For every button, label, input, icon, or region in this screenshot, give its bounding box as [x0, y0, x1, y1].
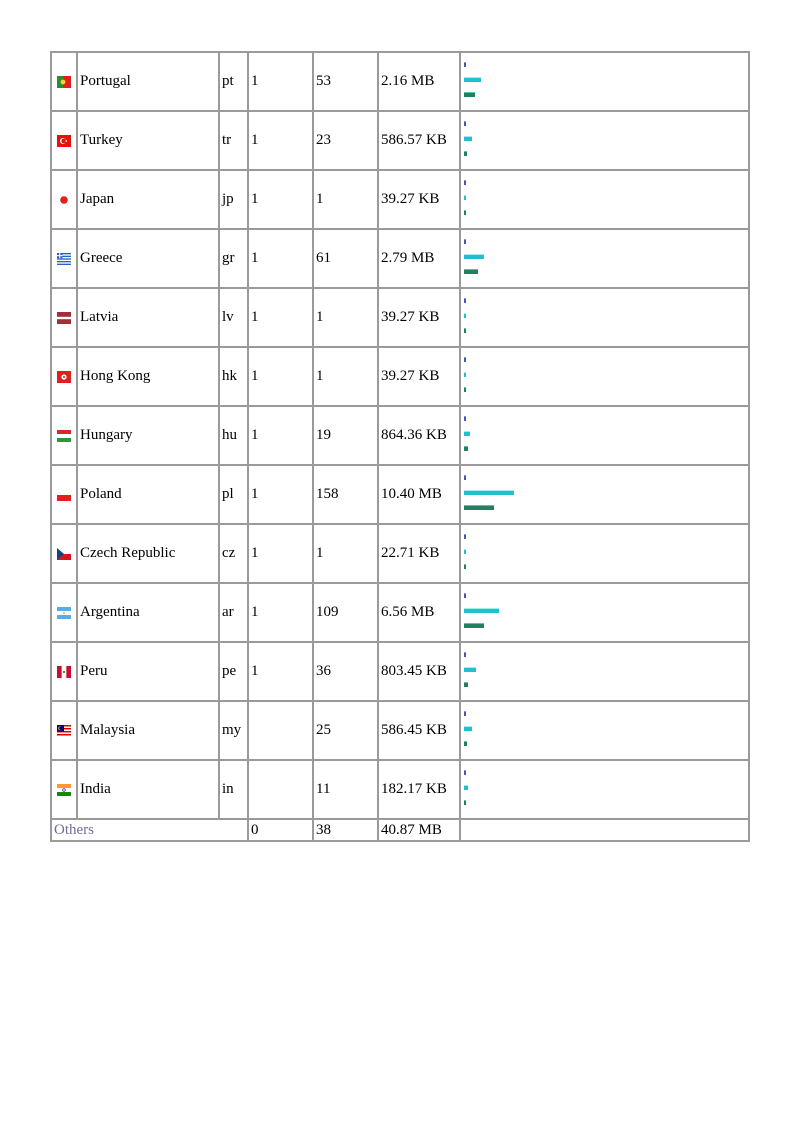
bandwidth-bar — [464, 741, 467, 746]
country-name: Hong Kong — [77, 347, 219, 406]
flag-cell — [51, 642, 77, 701]
bandwidth-value: 6.56 MB — [378, 583, 460, 642]
bandwidth-value: 864.36 KB — [378, 406, 460, 465]
pages-value: 25 — [313, 701, 378, 760]
pages-bar — [464, 549, 466, 554]
visits-bar — [464, 711, 466, 716]
flag-cell — [51, 760, 77, 819]
others-label — [51, 819, 248, 841]
visits-value — [248, 760, 313, 819]
pages-bar — [464, 77, 481, 82]
graph-cell — [460, 760, 749, 819]
visits-bar — [464, 416, 466, 421]
country-name: Portugal — [77, 52, 219, 111]
visits-bar — [464, 652, 466, 657]
visits-bar — [464, 121, 466, 126]
table-row — [51, 170, 749, 229]
graph-cell — [460, 701, 749, 760]
bandwidth-value: 586.57 KB — [378, 111, 460, 170]
country-code: cz — [219, 524, 248, 583]
country-code: gr — [219, 229, 248, 288]
bandwidth-value: 2.79 MB — [378, 229, 460, 288]
flag-cell — [51, 583, 77, 642]
country-code: hk — [219, 347, 248, 406]
pages-bar — [464, 608, 499, 613]
pages-bar — [464, 195, 466, 200]
bandwidth-bar — [464, 151, 467, 156]
others-visits: 0 — [248, 819, 313, 841]
visits-bar — [464, 770, 466, 775]
pl-flag-icon — [57, 489, 71, 501]
visits-value: 1 — [248, 111, 313, 170]
pages-bar — [464, 667, 476, 672]
bandwidth-bar — [464, 623, 484, 628]
table-row — [51, 524, 749, 583]
bandwidth-value: 803.45 KB — [378, 642, 460, 701]
visits-value: 1 — [248, 642, 313, 701]
visits-value: 1 — [248, 524, 313, 583]
bandwidth-bar — [464, 92, 475, 97]
bandwidth-value: 39.27 KB — [378, 288, 460, 347]
graph-cell — [460, 111, 749, 170]
visits-value — [248, 701, 313, 760]
table-row — [51, 701, 749, 760]
pages-bar — [464, 254, 484, 259]
pe-flag-icon — [57, 666, 71, 678]
pages-value: 1 — [313, 347, 378, 406]
bandwidth-bar — [464, 328, 466, 333]
pages-value: 158 — [313, 465, 378, 524]
graph-cell — [460, 642, 749, 701]
table-body — [51, 52, 749, 841]
bandwidth-bar — [464, 446, 468, 451]
country-code: in — [219, 760, 248, 819]
country-name: Hungary — [77, 406, 219, 465]
visits-value: 1 — [248, 465, 313, 524]
pages-value: 1 — [313, 288, 378, 347]
flag-cell — [51, 347, 77, 406]
country-code: pe — [219, 642, 248, 701]
country-name: India — [77, 760, 219, 819]
pages-value: 61 — [313, 229, 378, 288]
graph-cell — [460, 406, 749, 465]
others-row — [51, 819, 749, 841]
table-row — [51, 406, 749, 465]
table-row — [51, 347, 749, 406]
visits-value: 1 — [248, 583, 313, 642]
pages-value: 1 — [313, 524, 378, 583]
bandwidth-value: 39.27 KB — [378, 170, 460, 229]
country-name: Malaysia — [77, 701, 219, 760]
pages-bar — [464, 313, 466, 318]
country-code: pt — [219, 52, 248, 111]
visits-bar — [464, 180, 466, 185]
tr-flag-icon — [57, 135, 71, 147]
bandwidth-value: 2.16 MB — [378, 52, 460, 111]
table-row — [51, 583, 749, 642]
country-code: lv — [219, 288, 248, 347]
flag-cell — [51, 701, 77, 760]
country-name: Japan — [77, 170, 219, 229]
pages-value: 109 — [313, 583, 378, 642]
pages-bar — [464, 431, 470, 436]
table-row — [51, 288, 749, 347]
graph-cell — [460, 347, 749, 406]
pages-value: 11 — [313, 760, 378, 819]
flag-cell — [51, 288, 77, 347]
hu-flag-icon — [57, 430, 71, 442]
lv-flag-icon — [57, 312, 71, 324]
table-row — [51, 760, 749, 819]
visits-value: 1 — [248, 406, 313, 465]
graph-cell — [460, 288, 749, 347]
others-pages: 38 — [313, 819, 378, 841]
flag-cell — [51, 229, 77, 288]
table-row — [51, 642, 749, 701]
graph-cell — [460, 583, 749, 642]
country-code: my — [219, 701, 248, 760]
country-name: Latvia — [77, 288, 219, 347]
country-stats-table — [50, 51, 750, 842]
bandwidth-value: 182.17 KB — [378, 760, 460, 819]
pages-value: 19 — [313, 406, 378, 465]
jp-flag-icon — [57, 194, 71, 206]
bandwidth-bar — [464, 800, 466, 805]
pages-value: 36 — [313, 642, 378, 701]
graph-cell — [460, 524, 749, 583]
pages-value: 23 — [313, 111, 378, 170]
visits-value: 1 — [248, 288, 313, 347]
flag-cell — [51, 52, 77, 111]
flag-cell — [51, 465, 77, 524]
visits-bar — [464, 239, 466, 244]
bandwidth-bar — [464, 564, 466, 569]
bandwidth-value: 586.45 KB — [378, 701, 460, 760]
country-name: Argentina — [77, 583, 219, 642]
pages-bar — [464, 372, 466, 377]
my-flag-icon — [57, 725, 71, 737]
table-row — [51, 52, 749, 111]
country-code: hu — [219, 406, 248, 465]
bandwidth-bar — [464, 210, 466, 215]
flag-cell — [51, 524, 77, 583]
pages-value: 53 — [313, 52, 378, 111]
country-code: pl — [219, 465, 248, 524]
in-flag-icon — [57, 784, 71, 796]
flag-cell — [51, 111, 77, 170]
graph-cell — [460, 465, 749, 524]
country-name: Czech Republic — [77, 524, 219, 583]
country-name: Turkey — [77, 111, 219, 170]
visits-value: 1 — [248, 229, 313, 288]
flag-cell — [51, 406, 77, 465]
graph-cell — [460, 170, 749, 229]
pages-value: 1 — [313, 170, 378, 229]
table-row — [51, 111, 749, 170]
visits-bar — [464, 475, 466, 480]
graph-cell — [460, 52, 749, 111]
gr-flag-icon — [57, 253, 71, 265]
bandwidth-bar — [464, 387, 466, 392]
country-name: Greece — [77, 229, 219, 288]
bandwidth-bar — [464, 505, 494, 510]
country-name: Peru — [77, 642, 219, 701]
bandwidth-value: 39.27 KB — [378, 347, 460, 406]
cz-flag-icon — [57, 548, 71, 560]
graph-cell — [460, 229, 749, 288]
visits-bar — [464, 593, 466, 598]
country-code: tr — [219, 111, 248, 170]
visits-bar — [464, 534, 466, 539]
ar-flag-icon — [57, 607, 71, 619]
pages-bar — [464, 136, 472, 141]
pages-bar — [464, 490, 514, 495]
visits-value: 1 — [248, 52, 313, 111]
bandwidth-value: 22.71 KB — [378, 524, 460, 583]
visits-bar — [464, 62, 466, 67]
others-graph-cell — [460, 819, 749, 841]
visits-value: 1 — [248, 347, 313, 406]
table-row — [51, 465, 749, 524]
flag-cell — [51, 170, 77, 229]
country-code: ar — [219, 583, 248, 642]
table-row — [51, 229, 749, 288]
visits-value: 1 — [248, 170, 313, 229]
bandwidth-value: 10.40 MB — [378, 465, 460, 524]
pages-bar — [464, 785, 468, 790]
hk-flag-icon — [57, 371, 71, 383]
others-bandwidth: 40.87 MB — [378, 819, 460, 841]
pages-bar — [464, 726, 472, 731]
bandwidth-bar — [464, 269, 478, 274]
bandwidth-bar — [464, 682, 468, 687]
others-label-text: Others — [54, 821, 94, 838]
pt-flag-icon — [57, 76, 71, 88]
country-code: jp — [219, 170, 248, 229]
visits-bar — [464, 357, 466, 362]
country-name: Poland — [77, 465, 219, 524]
visits-bar — [464, 298, 466, 303]
